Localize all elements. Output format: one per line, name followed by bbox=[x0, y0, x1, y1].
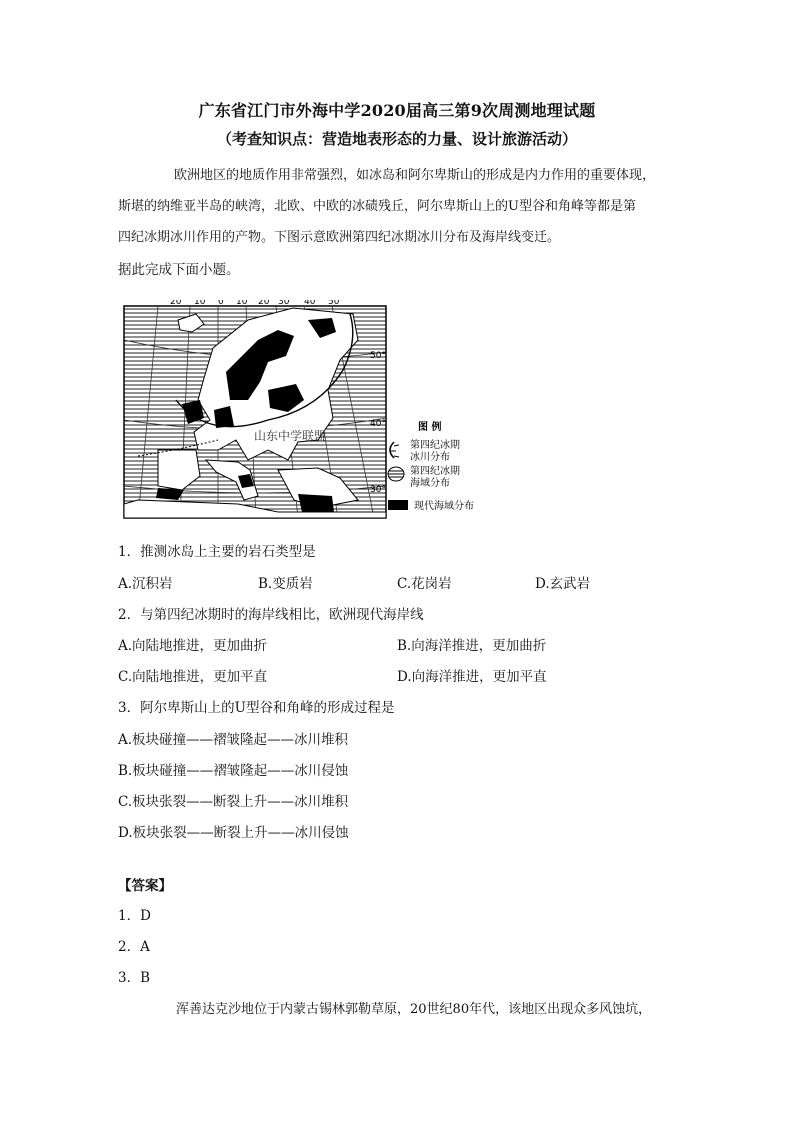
next-passage-line: 浑善达克沙地位于内蒙古锡林郭勒草原，20世纪80年代，该地区出现众多风蚀坑， bbox=[176, 1002, 652, 1017]
page-title: 广东省江门市外海中学2020届高三第9次周测地理试题 bbox=[198, 101, 596, 120]
q3-option-d[interactable]: D.板块张裂——断裂上升——冰川侵蚀 bbox=[118, 825, 349, 841]
ice-age-sea-symbol bbox=[388, 467, 404, 481]
legend-item3: 现代海域分布 bbox=[414, 501, 474, 512]
legend-item2-line1: 第四纪冰期 bbox=[410, 466, 460, 477]
europe-glacier-map bbox=[118, 300, 498, 522]
lon-label-10e: 10° bbox=[236, 300, 252, 307]
lat-label-30: 30° bbox=[370, 485, 386, 495]
q2-option-c[interactable]: C.向陆地推进，更加平直 bbox=[118, 669, 268, 685]
q2-option-d[interactable]: D.向海洋推进，更加平直 bbox=[397, 669, 547, 685]
page-subtitle: （考查知识点：营造地表形态的力量、设计旅游活动） bbox=[216, 130, 577, 148]
q1-option-a[interactable]: A.沉积岩 bbox=[118, 576, 173, 592]
question-2-stem: 2．与第四纪冰期时的海岸线相比，欧洲现代海岸线 bbox=[118, 607, 424, 623]
question-3-stem: 3．阿尔卑斯山上的U型谷和角峰的形成过程是 bbox=[118, 700, 395, 716]
lat-label-50: 50° bbox=[370, 351, 386, 361]
map-legend bbox=[388, 420, 474, 512]
lon-label-50e: 50° bbox=[328, 300, 344, 307]
q1-option-b[interactable]: B.变质岩 bbox=[258, 576, 313, 592]
q1-option-d[interactable]: D.玄武岩 bbox=[535, 576, 591, 592]
intro-line-2: 斯堪的纳维亚半岛的峡湾，北欧、中欧的冰碛残丘，阿尔卑斯山上的U型谷和角峰等都是第 bbox=[118, 199, 636, 214]
legend-item2-line2: 海域分布 bbox=[410, 478, 450, 489]
lon-label-20e: 20° bbox=[258, 300, 274, 307]
glacier-symbol bbox=[390, 442, 399, 458]
legend-title: 图 例 bbox=[418, 422, 442, 433]
q3-option-b[interactable]: B.板块碰撞——褶皱隆起——冰川侵蚀 bbox=[118, 763, 349, 779]
q2-option-a[interactable]: A.向陆地推进，更加曲折 bbox=[118, 638, 268, 654]
answer-1: 1．D bbox=[118, 908, 151, 924]
legend-item1-line2: 冰川分布 bbox=[410, 452, 450, 463]
q3-option-a[interactable]: A.板块碰撞——褶皱隆起——冰川堆积 bbox=[118, 732, 349, 748]
intro-line-1: 欧洲地区的地质作用非常强烈，如冰岛和阿尔卑斯山的形成是内力作用的重要体现， bbox=[174, 168, 656, 183]
lon-label-40e: 40° bbox=[304, 300, 320, 307]
lon-label-20w: 20° bbox=[170, 300, 186, 307]
answer-heading: 【答案】 bbox=[118, 878, 172, 894]
lead-text: 据此完成下面小题。 bbox=[118, 262, 240, 278]
lon-label-0: 0° bbox=[218, 300, 229, 307]
lon-label-30e: 30° bbox=[278, 300, 294, 307]
intro-paragraph bbox=[118, 160, 688, 253]
modern-sea-symbol bbox=[388, 500, 408, 510]
answer-2: 2．A bbox=[118, 939, 150, 955]
legend-item1-line1: 第四纪冰期 bbox=[410, 440, 460, 451]
lon-label-10w: 10° bbox=[194, 300, 210, 307]
q1-option-c[interactable]: C.花岗岩 bbox=[397, 576, 452, 592]
answer-3: 3．B bbox=[118, 970, 151, 986]
intro-line-3: 四纪冰期冰川作用的产物。下图示意欧洲第四纪冰期冰川分布及海岸线变迁。 bbox=[118, 230, 561, 245]
lat-label-40: 40° bbox=[370, 419, 386, 429]
question-1-stem: 1．推测冰岛上主要的岩石类型是 bbox=[118, 544, 316, 560]
map-watermark: 山东中学联盟 bbox=[254, 429, 327, 443]
q3-option-c[interactable]: C.板块张裂——断裂上升——冰川堆积 bbox=[118, 794, 349, 810]
q2-option-b[interactable]: B.向海洋推进，更加曲折 bbox=[397, 638, 547, 654]
